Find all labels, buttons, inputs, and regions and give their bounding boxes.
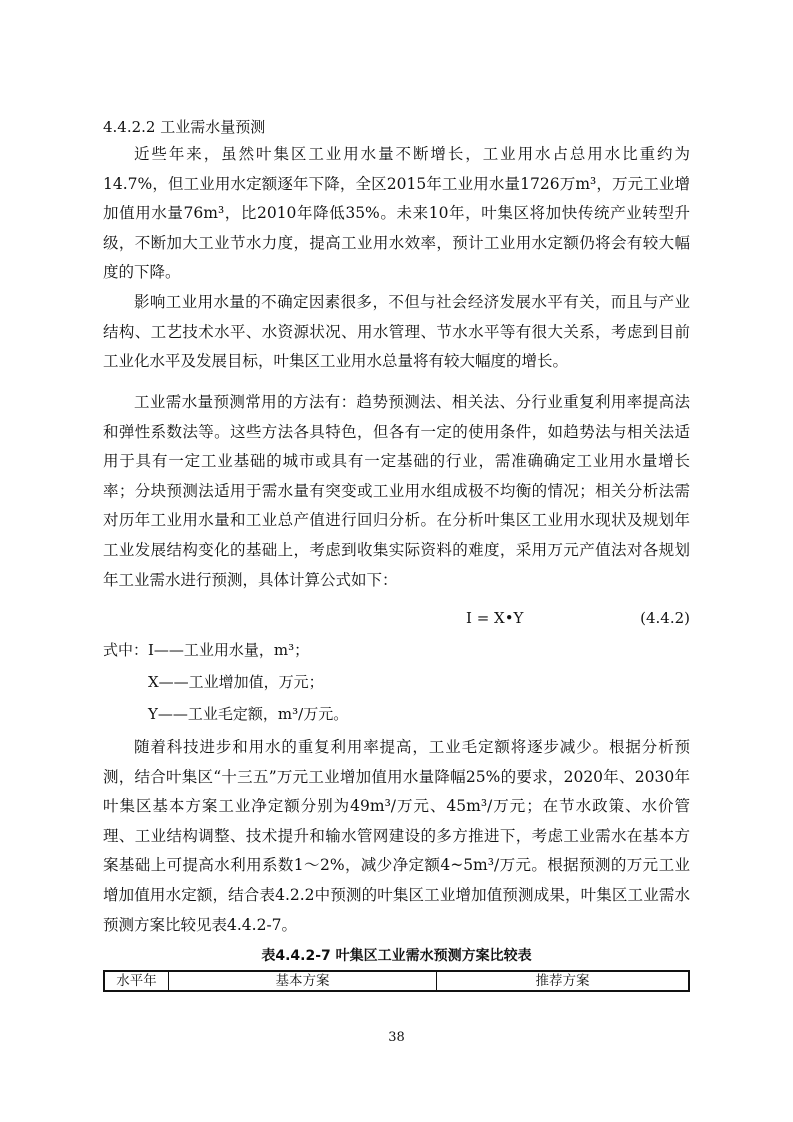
section-heading: 4.4.2.2 工业需水量预测 [103,118,266,136]
paragraph-uncertainty: 影响工业用水量的不确定因素很多，不但与社会经济发展水平有关，而且与产业结构、工艺技术水平、水资源状况、用水管理、节水水平等有很大关系，考虑到目前工业化水平及发展目标，叶集区工业用水总量将有较大幅度的增长。 [103,293,690,371]
paragraph-quota-forecast: 随着科技进步和用水的重复利用率提高，工业毛定额将逐步减少。根据分析预测，结合叶集区“十三五”万元工业增加值用水量降幅25%的要求，2020年、2030年叶集区基本方案工业净定额分别为49m³/万元、45m³/万元；在节水政策、水价管理、工业结构调整、技术提升和输水管网建设的多方推进下，考虑工业需水在基本方案基础上可提高水利用系数1～2%，减少净定额4~5m³/万元。根据预测的万元工业增加值用水定额，结合表4.2.2中预测的叶集区工业增加值预测成果，叶集区工业需水预测方案比较见表4.4.2-7。 [103,738,690,934]
variable-definition-i: 式中：I——工业用水量，m³； [103,641,310,659]
formula: I = X•Y [466,609,524,627]
paragraph-industrial-trend: 近些年来，虽然叶集区工业用水量不断增长，工业用水占总用水比重约为14.7%，但工业用水定额逐年下降，全区2015年工业用水量1726万m³，万元工业增加值用水量76m³，比2010年降低35%。未来10年，叶集区将加快传统产业转型升级，不断加大工业节水力度，提高工业用水效率，预计工业用水定额仍将会有较大幅度的下降。 [103,145,690,282]
variable-definition-y: Y——工业毛定额，m³/万元。 [148,705,349,723]
variable-definition-x: X——工业增加值，万元； [148,673,324,691]
table-header-recommended-plan: 推荐方案 [437,971,690,991]
table-header-year: 水平年 [104,971,169,991]
table-header-basic-plan: 基本方案 [169,971,437,991]
page-number: 38 [388,1030,405,1045]
equation-number: (4.4.2) [640,609,690,627]
paragraph-methods: 工业需水量预测常用的方法有：趋势预测法、相关法、分行业重复利用率提高法和弹性系数法等。这些方法各具特色，但各有一定的使用条件，如趋势法与相关法适用于具有一定工业基础的城市或具有一定基础的行业，需准确确定工业用水量增长率；分块预测法适用于需水量有突变或工业用水组成极不均衡的情况；相关分析法需对历年工业用水量和工业总产值进行回归分析。在分析叶集区工业用水现状及规划年工业发展结构变化的基础上，考虑到收集实际资料的难度，采用万元产值法对各规划年工业需水进行预测，具体计算公式如下： [103,393,690,589]
table-header-row [104,971,689,991]
forecast-comparison-table [103,970,690,992]
table-caption: 表4.4.2-7 叶集区工业需水预测方案比较表 [261,948,532,964]
